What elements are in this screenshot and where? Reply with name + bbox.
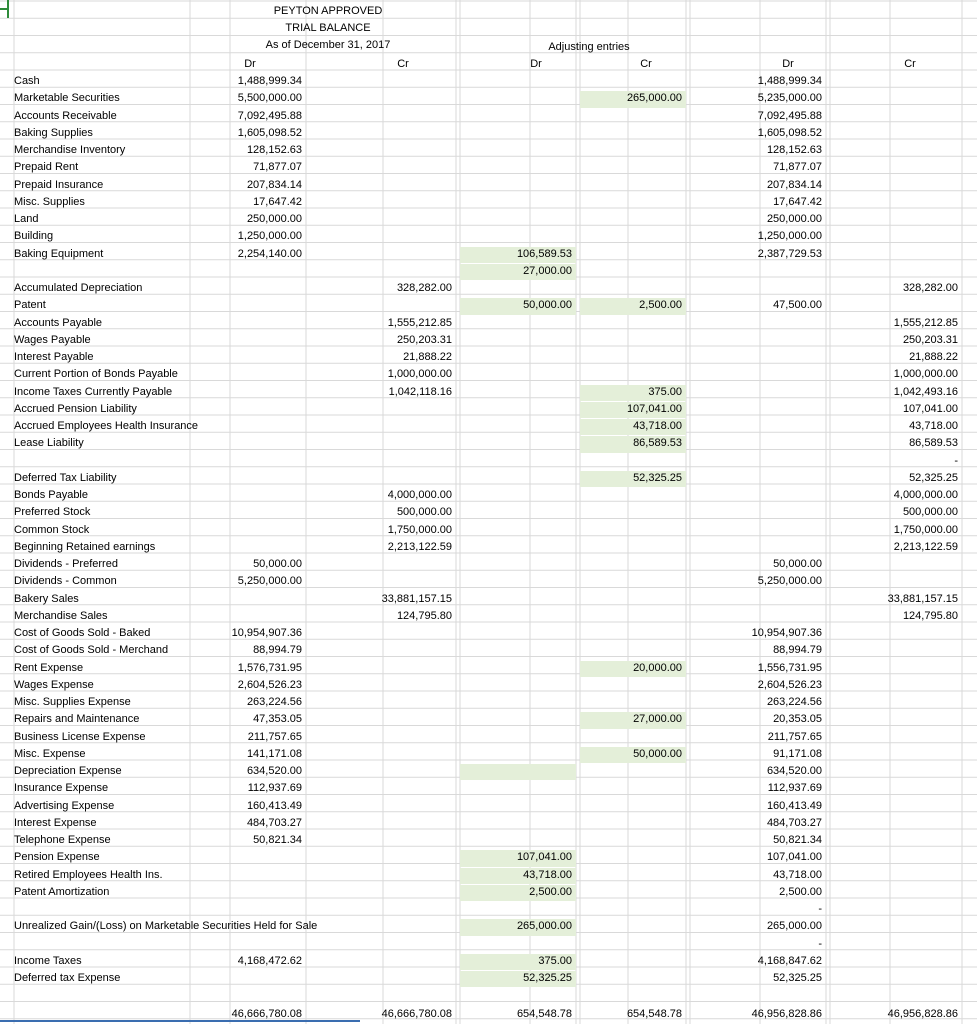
amount-cell-dr3[interactable]: 2,387,729.53 xyxy=(757,247,822,260)
amount-cell-dr3[interactable]: 20,353.05 xyxy=(773,713,822,726)
amount-cell-dr1[interactable]: 50,821.34 xyxy=(253,834,302,846)
account-name[interactable]: Building xyxy=(14,230,54,243)
amount-cell-dr3[interactable]: 50,000.00 xyxy=(773,558,822,570)
account-name[interactable]: Lease Liability xyxy=(14,437,84,450)
amount-cell-cr2[interactable]: 265,000.00 xyxy=(626,92,682,105)
amount-cell-dr2[interactable]: 106,589.53 xyxy=(516,247,572,260)
amount-cell-dr2[interactable]: 654,548.78 xyxy=(516,1008,572,1020)
amount-cell-dr3[interactable]: 50,821.34 xyxy=(773,834,822,846)
account-name[interactable]: Baking Equipment xyxy=(14,247,104,260)
account-name[interactable]: Misc. Supplies Expense xyxy=(14,696,131,708)
account-name[interactable]: Business License Expense xyxy=(14,730,146,743)
account-name[interactable]: Merchandise Inventory xyxy=(14,144,126,156)
amount-cell-dr3[interactable]: 91,171.08 xyxy=(773,747,822,760)
amount-cell-dr2[interactable]: 50,000.00 xyxy=(523,299,572,312)
account-name[interactable]: Accumulated Depreciation xyxy=(14,282,143,294)
col-header-dr-adjusting: Dr xyxy=(530,58,542,70)
amount-cell-dr3[interactable]: 1,488,999.34 xyxy=(757,75,822,87)
account-name[interactable]: Cost of Goods Sold - Baked xyxy=(14,627,151,639)
account-name[interactable]: Cost of Goods Sold - Merchand xyxy=(14,644,169,657)
amount-cell-dr1[interactable]: 207,834.14 xyxy=(246,178,302,191)
amount-cell-cr2[interactable]: 50,000.00 xyxy=(633,747,682,760)
amount-cell-dr1[interactable]: 71,877.07 xyxy=(253,161,302,174)
amount-cell-cr3[interactable]: 43,718.00 xyxy=(909,420,958,432)
amount-cell-dr3[interactable]: 160,413.49 xyxy=(766,799,822,812)
amount-cell-cr1[interactable]: 1,000,000.00 xyxy=(387,368,452,381)
amount-cell-dr2[interactable]: 375.00 xyxy=(538,954,572,967)
amount-cell-dr3[interactable]: 211,757.65 xyxy=(767,730,822,743)
account-name[interactable]: Preferred Stock xyxy=(14,506,91,519)
amount-cell-dr1[interactable]: 10,954,907.36 xyxy=(231,627,302,639)
amount-cell-cr2[interactable]: 654,548.78 xyxy=(626,1008,682,1020)
amount-cell-cr1[interactable]: 1,750,000.00 xyxy=(387,523,452,536)
amount-cell-cr2[interactable]: 27,000.00 xyxy=(633,713,682,726)
amount-cell-cr3[interactable]: 1,555,212.85 xyxy=(893,316,958,329)
amount-cell-cr1[interactable]: 46,666,780.08 xyxy=(381,1008,452,1020)
amount-cell-dr1[interactable]: 211,757.65 xyxy=(247,730,302,743)
account-name[interactable]: Bakery Sales xyxy=(14,592,79,605)
amount-cell-cr2[interactable]: 20,000.00 xyxy=(633,661,682,674)
col-header-dr-adjusted: Dr xyxy=(782,58,794,70)
amount-cell-cr3[interactable]: 86,589.53 xyxy=(909,437,958,450)
amount-cell-cr3[interactable]: 1,000,000.00 xyxy=(893,368,958,381)
amount-cell-dr1[interactable]: 5,250,000.00 xyxy=(237,575,302,588)
amount-cell-dr1[interactable]: 141,171.08 xyxy=(246,747,302,760)
amount-cell-cr3[interactable]: 46,956,828.86 xyxy=(887,1008,958,1020)
amount-cell-cr1[interactable]: 2,213,122.59 xyxy=(387,540,452,553)
amount-cell-cr3[interactable]: 500,000.00 xyxy=(902,506,958,519)
amount-cell-dr3[interactable]: 43,718.00 xyxy=(773,868,822,881)
amount-cell-cr3[interactable]: 4,000,000.00 xyxy=(893,489,958,501)
account-name[interactable]: Interest Payable xyxy=(14,351,94,363)
amount-cell-dr1[interactable]: 128,152.63 xyxy=(246,144,302,156)
amount-cell-cr1[interactable]: 124,795.80 xyxy=(396,609,452,622)
col-header-cr-adjusted: Cr xyxy=(904,58,916,70)
amount-cell-dr3[interactable]: 250,000.00 xyxy=(766,213,822,225)
report-title: TRIAL BALANCE xyxy=(285,22,371,34)
amount-cell-cr3[interactable]: 2,213,122.59 xyxy=(893,540,958,553)
amount-cell-cr3[interactable]: - xyxy=(954,454,958,467)
account-name[interactable]: Beginning Retained earnings xyxy=(14,540,156,553)
amount-cell-dr1[interactable]: 5,500,000.00 xyxy=(237,92,302,105)
amount-cell-dr3[interactable]: 634,520.00 xyxy=(766,765,822,777)
amount-cell-dr3[interactable]: 71,877.07 xyxy=(773,161,822,174)
account-name[interactable]: Prepaid Insurance xyxy=(14,178,104,191)
amount-cell-dr3[interactable]: 5,235,000.00 xyxy=(757,92,822,105)
adjusting-entries-header: Adjusting entries xyxy=(548,41,630,53)
account-name[interactable]: Current Portion of Bonds Payable xyxy=(14,368,178,381)
account-name[interactable]: Misc. Supplies xyxy=(14,195,85,208)
amount-cell-dr3[interactable]: 5,250,000.00 xyxy=(757,575,822,588)
account-name[interactable]: Income Taxes xyxy=(14,954,82,967)
amount-cell-dr1[interactable]: 50,000.00 xyxy=(253,558,302,570)
amount-cell-cr1[interactable]: 250,203.31 xyxy=(396,333,452,346)
account-name[interactable]: Patent Amortization xyxy=(14,885,110,898)
amount-cell-dr3[interactable]: 2,500.00 xyxy=(779,885,822,898)
amount-cell-dr1[interactable]: 634,520.00 xyxy=(246,765,302,777)
amount-cell-dr1[interactable]: 1,605,098.52 xyxy=(237,126,302,139)
amount-cell-dr3[interactable]: - xyxy=(818,937,822,950)
amount-cell-dr3[interactable]: 1,556,731.95 xyxy=(757,661,822,674)
amount-cell-cr2[interactable]: 86,589.53 xyxy=(633,437,682,450)
account-name[interactable]: Wages Payable xyxy=(14,333,91,346)
amount-cell-cr1[interactable]: 21,888.22 xyxy=(403,351,452,363)
account-name[interactable]: Accounts Payable xyxy=(14,316,103,329)
amount-cell-dr1[interactable]: 4,168,472.62 xyxy=(237,954,302,967)
account-name[interactable]: Deferred tax Expense xyxy=(14,972,121,984)
account-name[interactable]: Misc. Expense xyxy=(14,747,86,760)
company-title: PEYTON APPROVED xyxy=(273,5,383,17)
account-name[interactable]: Telephone Expense xyxy=(14,834,111,846)
amount-cell-cr1[interactable]: 4,000,000.00 xyxy=(387,489,452,501)
amount-cell-cr3[interactable]: 21,888.22 xyxy=(909,351,958,363)
account-name[interactable]: Insurance Expense xyxy=(14,782,109,795)
amount-cell-cr1[interactable]: 1,555,212.85 xyxy=(387,316,452,329)
amount-cell-dr1[interactable]: 1,488,999.34 xyxy=(237,75,302,87)
account-name[interactable]: Common Stock xyxy=(14,523,90,536)
highlighted-cell xyxy=(460,764,576,780)
amount-cell-dr3[interactable]: 107,041.00 xyxy=(766,851,822,864)
account-name[interactable]: Depreciation Expense xyxy=(14,765,122,777)
col-header-cr-adjusting: Cr xyxy=(640,58,652,70)
amount-cell-dr1[interactable]: 2,604,526.23 xyxy=(237,678,302,691)
report-date: As of December 31, 2017 xyxy=(265,39,391,51)
amount-cell-cr3[interactable]: 107,041.00 xyxy=(902,402,958,415)
amount-cell-dr3[interactable]: 2,604,526.23 xyxy=(757,678,822,691)
account-name[interactable]: Income Taxes Currently Payable xyxy=(14,385,173,398)
amount-cell-cr3[interactable]: 328,282.00 xyxy=(902,282,958,294)
account-name[interactable]: Pension Expense xyxy=(14,851,100,864)
account-name[interactable]: Marketable Securities xyxy=(14,92,120,105)
amount-cell-cr1[interactable]: 33,881,157.15 xyxy=(381,592,452,605)
amount-cell-dr3[interactable]: 4,168,847.62 xyxy=(757,954,822,967)
amount-cell-dr1[interactable]: 17,647.42 xyxy=(253,195,302,208)
amount-cell-cr1[interactable]: 328,282.00 xyxy=(396,282,452,294)
amount-cell-cr3[interactable]: 1,042,493.16 xyxy=(893,385,958,398)
account-name[interactable]: Land xyxy=(14,213,39,225)
account-name[interactable]: Accounts Receivable xyxy=(14,109,117,122)
account-name[interactable]: Wages Expense xyxy=(14,678,94,691)
amount-cell-dr1[interactable]: 7,092,495.88 xyxy=(237,109,302,122)
amount-cell-cr3[interactable]: 1,750,000.00 xyxy=(893,523,958,536)
account-name[interactable]: Repairs and Maintenance xyxy=(14,713,140,726)
amount-cell-dr2[interactable]: 265,000.00 xyxy=(516,920,572,933)
amount-cell-dr2[interactable]: 52,325.25 xyxy=(523,972,572,984)
col-header-cr-unadjusted: Cr xyxy=(397,58,409,70)
amount-cell-dr1[interactable]: 47,353.05 xyxy=(253,713,302,726)
account-name[interactable]: Patent xyxy=(14,299,46,312)
amount-cell-cr3[interactable]: 33,881,157.15 xyxy=(887,592,958,605)
amount-cell-dr1[interactable]: 46,666,780.08 xyxy=(231,1008,302,1020)
account-name[interactable]: Bonds Payable xyxy=(14,489,88,501)
amount-cell-cr3[interactable]: 52,325.25 xyxy=(909,471,958,484)
amount-cell-dr3[interactable]: 10,954,907.36 xyxy=(751,627,822,639)
amount-cell-cr2[interactable]: 43,718.00 xyxy=(633,420,682,432)
amount-cell-dr1[interactable]: 2,254,140.00 xyxy=(237,247,302,260)
amount-cell-dr3[interactable]: 112,937.69 xyxy=(767,782,822,795)
amount-cell-cr2[interactable]: 2,500.00 xyxy=(639,299,682,312)
amount-cell-cr2[interactable]: 375.00 xyxy=(648,385,682,398)
col-header-dr-unadjusted: Dr xyxy=(244,58,256,70)
account-name[interactable]: Cash xyxy=(14,75,40,87)
amount-cell-dr3[interactable]: 1,250,000.00 xyxy=(757,230,822,243)
amount-cell-dr1[interactable]: 160,413.49 xyxy=(246,799,302,812)
account-name[interactable]: Rent Expense xyxy=(14,661,84,674)
amount-cell-dr1[interactable]: 263,224.56 xyxy=(246,696,302,708)
account-name[interactable]: Deferred Tax Liability xyxy=(14,471,117,484)
account-name[interactable]: Dividends - Preferred xyxy=(14,558,118,570)
amount-cell-dr1[interactable]: 250,000.00 xyxy=(246,213,302,225)
amount-cell-dr3[interactable]: 7,092,495.88 xyxy=(757,109,822,122)
amount-cell-dr1[interactable]: 484,703.27 xyxy=(246,816,302,829)
amount-cell-dr3[interactable]: 207,834.14 xyxy=(766,178,822,191)
amount-cell-cr2[interactable]: 52,325.25 xyxy=(633,471,682,484)
amount-cell-dr2[interactable]: 27,000.00 xyxy=(523,264,572,277)
amount-cell-dr1[interactable]: 1,576,731.95 xyxy=(237,661,302,674)
amount-cell-dr3[interactable]: 47,500.00 xyxy=(773,299,822,312)
amount-cell-dr1[interactable]: 112,937.69 xyxy=(247,782,302,795)
amount-cell-dr3[interactable]: 484,703.27 xyxy=(766,816,822,829)
select-all-corner[interactable] xyxy=(0,0,14,18)
account-name[interactable]: Unrealized Gain/(Loss) on Marketable Securities Held for Sale xyxy=(14,920,318,933)
amount-cell-cr2[interactable]: 107,041.00 xyxy=(626,402,682,415)
account-name[interactable]: Baking Supplies xyxy=(14,126,93,139)
amount-cell-dr3[interactable]: 17,647.42 xyxy=(773,195,822,208)
amount-cell-dr3[interactable]: 265,000.00 xyxy=(766,920,822,933)
amount-cell-dr2[interactable]: 2,500.00 xyxy=(529,885,572,898)
amount-cell-dr1[interactable]: 88,994.79 xyxy=(253,644,302,657)
amount-cell-cr3[interactable]: 250,203.31 xyxy=(902,333,958,346)
amount-cell-dr2[interactable]: 43,718.00 xyxy=(523,868,572,881)
account-name[interactable]: Accrued Pension Liability xyxy=(14,402,137,415)
account-name[interactable]: Advertising Expense xyxy=(14,799,115,812)
amount-cell-dr3[interactable]: 128,152.63 xyxy=(766,144,822,156)
amount-cell-dr3[interactable]: 46,956,828.86 xyxy=(751,1008,822,1020)
amount-cell-dr3[interactable]: 52,325.25 xyxy=(773,972,822,984)
amount-cell-dr3[interactable]: - xyxy=(818,903,822,915)
amount-cell-dr2[interactable]: 107,041.00 xyxy=(516,851,572,864)
amount-cell-cr1[interactable]: 500,000.00 xyxy=(396,506,452,519)
amount-cell-cr1[interactable]: 1,042,118.16 xyxy=(388,385,452,398)
account-name[interactable]: Dividends - Common xyxy=(14,575,117,588)
amount-cell-dr3[interactable]: 1,605,098.52 xyxy=(757,126,822,139)
amount-cell-dr1[interactable]: 1,250,000.00 xyxy=(237,230,302,243)
account-name[interactable]: Merchandise Sales xyxy=(14,609,108,622)
amount-cell-dr3[interactable]: 88,994.79 xyxy=(773,644,822,657)
account-name[interactable]: Prepaid Rent xyxy=(14,161,79,174)
account-name[interactable]: Retired Employees Health Ins. xyxy=(14,868,163,881)
amount-cell-dr3[interactable]: 263,224.56 xyxy=(766,696,822,708)
amount-cell-cr3[interactable]: 124,795.80 xyxy=(902,609,958,622)
account-name[interactable]: Interest Expense xyxy=(14,816,97,829)
account-name[interactable]: Accrued Employees Health Insurance xyxy=(14,420,199,432)
